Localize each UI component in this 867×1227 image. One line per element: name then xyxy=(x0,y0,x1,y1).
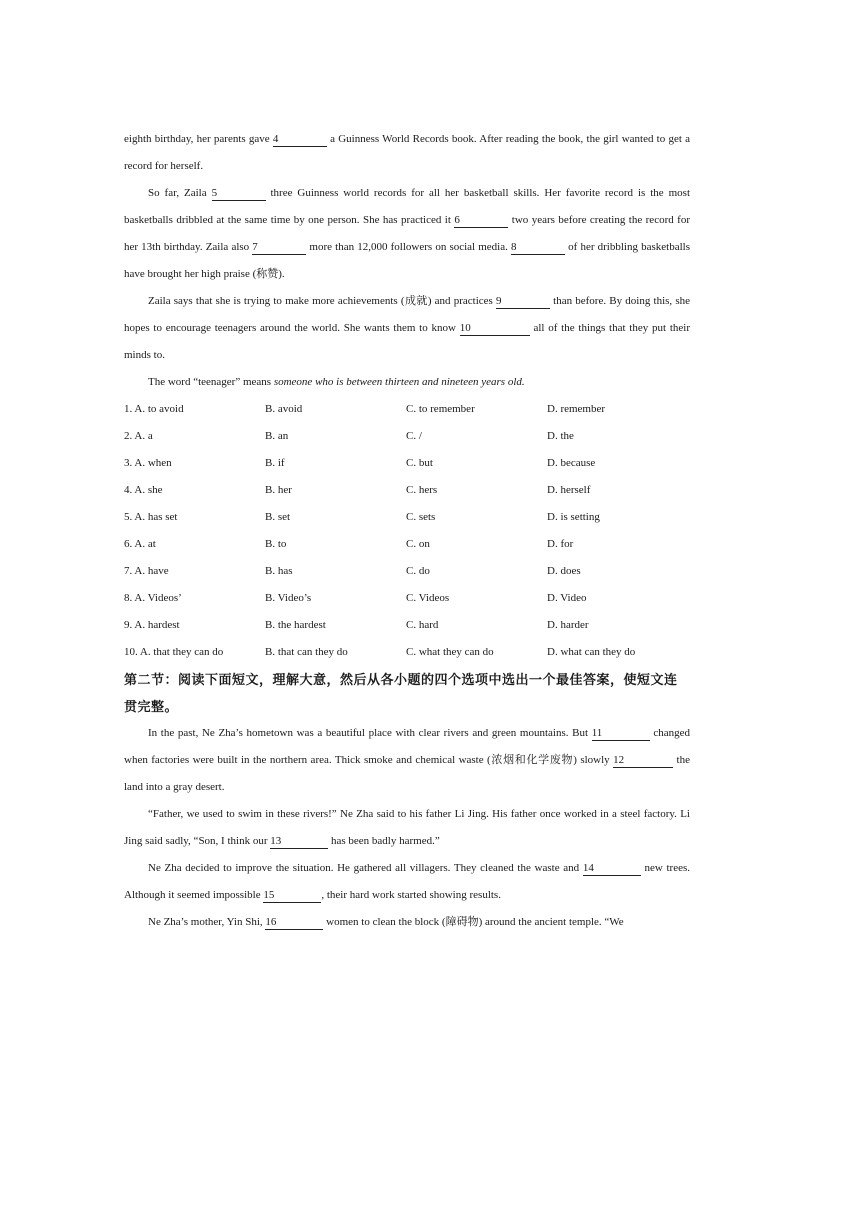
option-a[interactable]: 10. A. that they can do xyxy=(124,646,224,658)
question-4-options xyxy=(124,477,690,504)
option-c[interactable]: C. hard xyxy=(406,619,439,631)
option-d[interactable]: D. for xyxy=(547,538,574,550)
text: has been badly harmed.” xyxy=(328,835,440,847)
option-d[interactable]: D. does xyxy=(547,565,581,577)
text: “Father, we used to swim in these rivers!” Ne Zha said to his father Li Jing. His father once worked in a steel factory. Li Jing said sadly, “Son, I think our xyxy=(124,808,690,847)
option-d[interactable]: D. remember xyxy=(547,403,606,415)
option-b[interactable]: B. that can they do xyxy=(265,646,348,658)
text: a Guinness World Records book. After reading the book, the girl wanted to get a record for herself. xyxy=(124,133,691,172)
option-c[interactable]: C. hers xyxy=(406,484,438,496)
option-a[interactable]: 7. A. have xyxy=(124,565,169,577)
question-7-options xyxy=(124,558,690,585)
question-3-options xyxy=(124,450,690,477)
option-a[interactable]: 5. A. has set xyxy=(124,511,178,523)
option-b[interactable]: B. the hardest xyxy=(265,619,326,631)
text: Ne Zha decided to improve the situation. He gathered all villagers. They cleaned the waste and xyxy=(148,862,583,874)
text: of her dribbling basketballs have brought her high praise (称赞). xyxy=(124,241,690,280)
text: The word “teenager” means xyxy=(148,376,274,388)
text: eighth birthday, her parents gave xyxy=(124,133,273,145)
question-1-options xyxy=(124,396,690,423)
blank-6[interactable]: 6 xyxy=(454,214,508,228)
option-a[interactable]: 3. A. when xyxy=(124,457,172,469)
blank-16[interactable]: 16 xyxy=(265,916,323,930)
passage1-paragraph-2 xyxy=(124,180,690,288)
option-c[interactable]: C. Videos xyxy=(406,592,450,604)
option-b[interactable]: B. if xyxy=(265,457,285,469)
option-b[interactable]: B. set xyxy=(265,511,291,523)
blank-12[interactable]: 12 xyxy=(613,754,673,768)
passage2-paragraph-2 xyxy=(124,801,690,855)
question-6-options xyxy=(124,531,690,558)
option-b[interactable]: B. has xyxy=(265,565,293,577)
option-c[interactable]: C. what they can do xyxy=(406,646,494,658)
option-a[interactable]: 2. A. a xyxy=(124,430,153,442)
option-c[interactable]: C. do xyxy=(406,565,430,577)
passage1-paragraph-1 xyxy=(124,126,690,180)
option-a[interactable]: 8. A. Videos’ xyxy=(124,592,182,604)
option-d[interactable]: D. because xyxy=(547,457,596,469)
definition-text: someone who is between thirteen and nineteen years old. xyxy=(273,376,525,388)
passage2-paragraph-3 xyxy=(124,855,690,909)
text: the land into a gray desert. xyxy=(124,754,690,793)
text: women to clean the block (障碍物) around the ancient temple. “We xyxy=(323,916,624,928)
blank-5[interactable]: 5 xyxy=(212,187,266,201)
blank-11[interactable]: 11 xyxy=(592,727,650,741)
blank-7[interactable]: 7 xyxy=(252,241,306,255)
text: new trees. Although it seemed impossible xyxy=(124,862,690,901)
option-c[interactable]: C. on xyxy=(406,538,430,550)
passage2-paragraph-1 xyxy=(124,720,690,801)
option-d[interactable]: D. herself xyxy=(547,484,591,496)
question-8-options xyxy=(124,585,690,612)
question-2-options xyxy=(124,423,690,450)
passage2-paragraph-4 xyxy=(124,909,690,936)
text: two years before creating the record for her 13th birthday. Zaila also xyxy=(124,214,691,253)
text: , their hard work started showing results. xyxy=(321,889,501,901)
blank-15[interactable]: 15 xyxy=(263,889,321,903)
option-d[interactable]: D. the xyxy=(547,430,574,442)
option-b[interactable]: B. her xyxy=(265,484,292,496)
option-c[interactable]: C. but xyxy=(406,457,433,469)
option-d[interactable]: D. harder xyxy=(547,619,589,631)
option-d[interactable]: D. Video xyxy=(547,592,587,604)
blank-10[interactable]: 10 xyxy=(460,322,530,336)
option-c[interactable]: C. / xyxy=(406,430,422,442)
option-c[interactable]: C. sets xyxy=(406,511,436,523)
option-a[interactable]: 4. A. she xyxy=(124,484,163,496)
blank-9[interactable]: 9 xyxy=(496,295,550,309)
text: Zaila says that she is trying to make more achievements (成就) and practices xyxy=(148,295,496,307)
blank-8[interactable]: 8 xyxy=(511,241,565,255)
option-b[interactable]: B. avoid xyxy=(265,403,303,415)
option-c[interactable]: C. to remember xyxy=(406,403,475,415)
options-list xyxy=(124,396,690,666)
option-b[interactable]: B. Video’s xyxy=(265,592,312,604)
option-a[interactable]: 6. A. at xyxy=(124,538,156,550)
blank-4[interactable]: 4 xyxy=(273,133,327,147)
question-5-options xyxy=(124,504,690,531)
question-10-options xyxy=(124,639,690,666)
text: than before. By doing this, she hopes to encourage teenagers around the world. She wants them to know xyxy=(124,295,690,334)
blank-14[interactable]: 14 xyxy=(583,862,641,876)
text: So far, Zaila xyxy=(148,187,212,199)
passage1-paragraph-3 xyxy=(124,288,690,369)
text: three Guinness world records for all her basketball skills. Her favorite record is the most basketballs dribbled at the same time by one person. She has practiced it xyxy=(124,187,691,226)
option-a[interactable]: 1. A. to avoid xyxy=(124,403,184,415)
text: Ne Zha’s mother, Yin Shi, xyxy=(148,916,266,928)
passage1-note xyxy=(124,369,690,396)
question-9-options xyxy=(124,612,690,639)
text: all of the things that they put their minds to. xyxy=(124,322,690,361)
text: more than 12,000 followers on social media. xyxy=(306,241,512,253)
option-d[interactable]: D. is setting xyxy=(547,511,600,523)
option-b[interactable]: B. an xyxy=(265,430,289,442)
blank-13[interactable]: 13 xyxy=(270,835,328,849)
text: changed when factories were built in the northern area. Thick smoke and chemical waste (浓烟和化学废物) slowly xyxy=(124,727,690,766)
option-a[interactable]: 9. A. hardest xyxy=(124,619,180,631)
option-d[interactable]: D. what can they do xyxy=(547,646,636,658)
option-b[interactable]: B. to xyxy=(265,538,287,550)
section-2-heading: 第二节：阅读下面短文，理解大意，然后从各小题的四个选项中选出一个最佳答案，使短文连贯完整。 xyxy=(124,673,678,715)
text: In the past, Ne Zha’s hometown was a beautiful place with clear rivers and green mountains. But xyxy=(148,727,592,739)
